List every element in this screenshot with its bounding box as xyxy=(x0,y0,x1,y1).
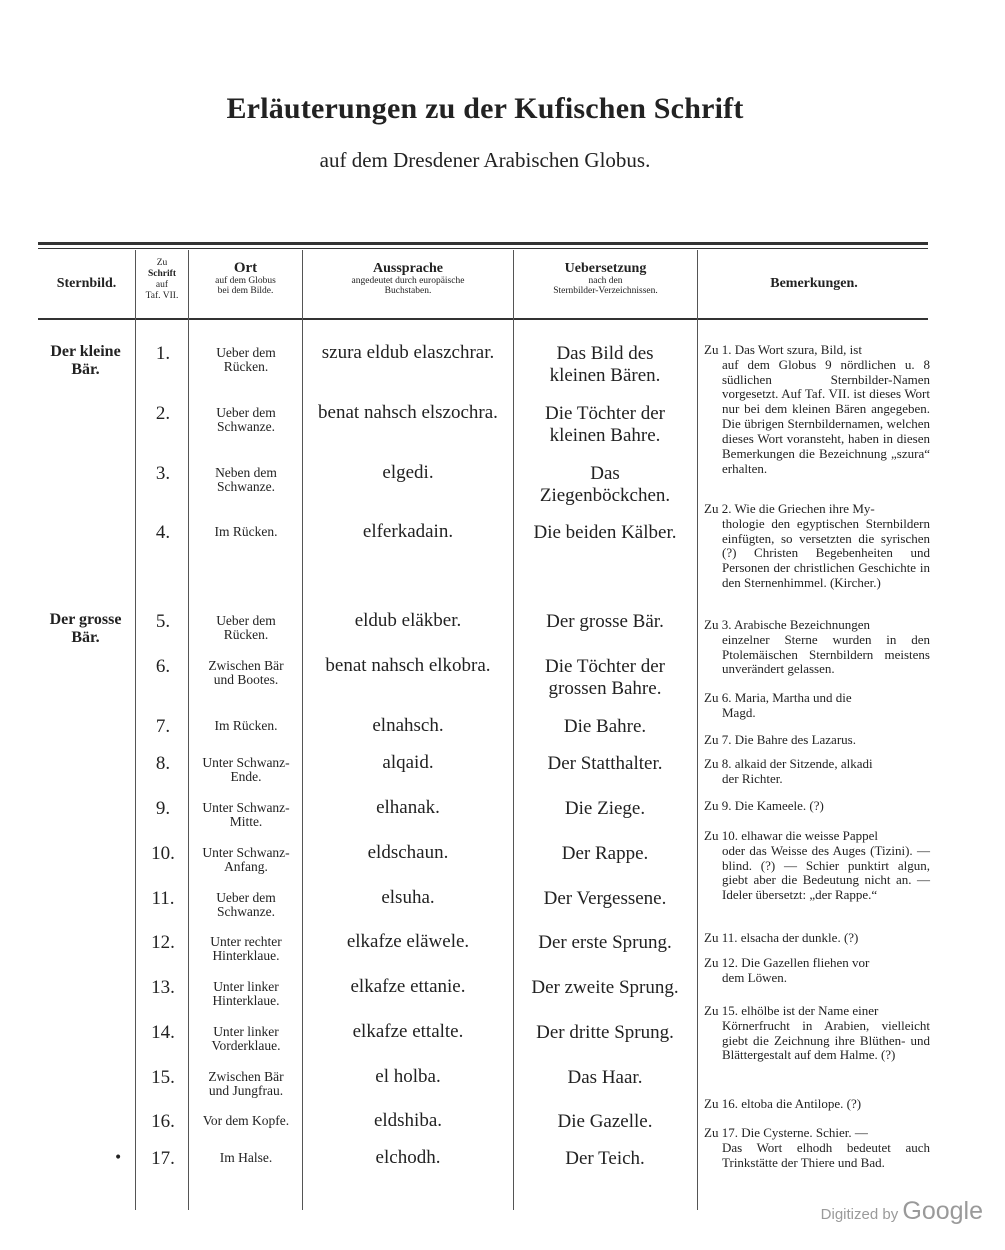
row-number: 17. xyxy=(151,1148,175,1169)
watermark-prefix: Digitized by xyxy=(820,1206,899,1223)
row-uebersetzung: Die Gazelle. xyxy=(557,1111,653,1132)
header-uebersetzung: Uebersetzung nach den Sternbilder-Verzeichnissen. xyxy=(553,261,658,296)
remark-note: Zu 8. alkaid der Sitzende, alkadi der Richter. xyxy=(704,756,873,786)
row-ort: Zwischen Bär und Bootes. xyxy=(208,658,284,688)
constellation-label: Der kleine Bär. xyxy=(50,343,121,378)
row-ort: Ueber dem Rücken. xyxy=(216,613,276,643)
header-zu-schrift: Zu Schrift auf Taf. VII. xyxy=(145,258,179,301)
row-ort: Im Halse. xyxy=(219,1150,273,1165)
row-uebersetzung: Der Vergessene. xyxy=(543,888,667,909)
remark-note: Zu 9. Die Kameele. (?) xyxy=(704,798,824,813)
remark-note: Zu 12. Die Gazellen fliehen vor dem Löwen. xyxy=(704,955,870,985)
remark-note: Zu 17. Die Cysterne. Schier. — Das Wort elhodh bedeutet auch Trinkstätte der Thiere und Bad. xyxy=(704,1125,930,1170)
row-ort: Ueber dem Rücken. xyxy=(216,345,276,375)
remark-note: Zu 15. elhölbe ist der Name einer Körnerfrucht in Arabien, vielleicht giebt die Zeichnung ihre Blüthen- und Blättergestalt auf dem Halme. (?) xyxy=(704,1003,930,1063)
row-aussprache: elchodh. xyxy=(375,1147,441,1168)
row-aussprache: elkafze ettanie. xyxy=(350,976,466,997)
header-bottom-rule xyxy=(38,318,928,320)
row-ort: Unter Schwanz- Anfang. xyxy=(202,845,290,875)
row-ort: Im Rücken. xyxy=(214,718,278,733)
table-top-rule xyxy=(38,242,928,245)
google-logo: Google xyxy=(902,1197,983,1225)
column-divider xyxy=(697,250,698,1210)
row-ort: Unter linker Hinterklaue. xyxy=(212,979,280,1009)
row-number: 1. xyxy=(155,343,171,364)
remark-note: Zu 16. eltoba die Antilope. (?) xyxy=(704,1096,862,1111)
row-aussprache: elferkadain. xyxy=(362,521,454,542)
column-divider xyxy=(135,250,136,1210)
row-ort: Im Rücken. xyxy=(214,524,278,539)
row-uebersetzung: Der dritte Sprung. xyxy=(536,1022,674,1043)
header-bemerkungen: Bemerkungen. xyxy=(770,276,858,291)
row-aussprache: eldshiba. xyxy=(373,1110,443,1131)
digitized-watermark xyxy=(821,1197,983,1226)
row-ort: Vor dem Kopfe. xyxy=(202,1113,290,1128)
row-aussprache: elgedi. xyxy=(382,462,434,483)
row-uebersetzung: Der Statthalter. xyxy=(547,753,663,774)
row-aussprache: benat nahsch elszochra. xyxy=(318,402,498,423)
header-aussprache: Aussprache angedeutet durch europäische Buchstaben. xyxy=(351,261,465,296)
row-number: 4. xyxy=(155,522,171,543)
constellation-label: Der grosse Bär. xyxy=(49,611,122,646)
row-uebersetzung: Das Bild des kleinen Bären. xyxy=(549,343,661,386)
row-aussprache: elkafze eläwele. xyxy=(346,931,470,952)
row-uebersetzung: Die beiden Kälber. xyxy=(533,522,677,543)
row-number: 9. xyxy=(155,798,171,819)
row-uebersetzung: Der erste Sprung. xyxy=(538,932,672,953)
page-title: Erläuterungen zu der Kufischen Schrift xyxy=(226,92,744,125)
remark-note: Zu 7. Die Bahre des Lazarus. xyxy=(704,732,856,747)
row-aussprache: elsuha. xyxy=(381,887,435,908)
row-aussprache: eldschaun. xyxy=(367,842,449,863)
row-ort: Neben dem Schwanze. xyxy=(215,465,277,495)
row-number: 6. xyxy=(155,656,171,677)
row-ort: Ueber dem Schwanze. xyxy=(216,890,276,920)
header-ort: Ort auf dem Globus bei dem Bilde. xyxy=(215,260,276,296)
row-number: 15. xyxy=(151,1067,175,1088)
row-aussprache: benat nahsch elkobra. xyxy=(325,655,491,676)
row-uebersetzung: Die Töchter der grossen Bahre. xyxy=(545,656,665,699)
page-subtitle: auf dem Dresdener Arabischen Globus. xyxy=(319,148,651,172)
row-number: 10. xyxy=(151,843,175,864)
row-uebersetzung: Die Bahre. xyxy=(563,716,647,737)
row-uebersetzung: Das Haar. xyxy=(567,1067,643,1088)
remark-note: Zu 6. Maria, Martha und die Magd. xyxy=(704,690,852,720)
margin-dot: • xyxy=(114,1150,123,1166)
row-uebersetzung: Das Ziegenböckchen. xyxy=(539,463,671,506)
row-number: 12. xyxy=(151,932,175,953)
row-number: 3. xyxy=(155,463,171,484)
row-uebersetzung: Die Ziege. xyxy=(564,798,646,819)
row-uebersetzung: Der zweite Sprung. xyxy=(531,977,679,998)
row-aussprache: elkafze ettalte. xyxy=(352,1021,464,1042)
row-ort: Ueber dem Schwanze. xyxy=(216,405,276,435)
row-uebersetzung: Der Teich. xyxy=(565,1148,645,1169)
row-uebersetzung: Die Töchter der kleinen Bahre. xyxy=(545,403,665,446)
row-number: 13. xyxy=(151,977,175,998)
remark-note: Zu 2. Wie die Griechen ihre My- thologie den egyptischen Sternbildern einfügten, so versetzten die syrischen (?) Christen Begebenheiten und Personen der christlichen Geschichte in den Sternenhimmel. (Kircher.) xyxy=(704,501,930,591)
row-number: 8. xyxy=(155,753,171,774)
row-aussprache: elhanak. xyxy=(376,797,440,818)
row-aussprache: alqaid. xyxy=(382,752,434,773)
remark-note: Zu 10. elhawar die weisse Pappel oder das Weisse des Auges (Tizini). — blind. (?) — Schier punktirt algun, giebt aber die Bedeutung nicht an. — Ideler übersetzt: „der Rappe.“ xyxy=(704,828,930,903)
remark-note: Zu 1. Das Wort szura, Bild, ist auf dem Globus 9 nördlichen u. 8 südlichen Sternbilder-Namen vorgesetzt. Auf Taf. VII. ist dieses Wort nur bei dem kleinen Bären angegeben. Die übrigen Sternbildernamen, welchen dieses Wort voransteht, haben in diesen Bemerkungen die Bezeichnung „szura“ erhalten. xyxy=(704,342,930,476)
row-number: 11. xyxy=(151,888,175,909)
row-number: 16. xyxy=(151,1111,175,1132)
row-ort: Unter Schwanz- Mitte. xyxy=(202,800,290,830)
row-aussprache: szura eldub elaszchrar. xyxy=(321,342,495,363)
row-ort: Unter Schwanz- Ende. xyxy=(202,755,290,785)
row-ort: Unter linker Vorderklaue. xyxy=(211,1024,281,1054)
row-uebersetzung: Der Rappe. xyxy=(561,843,649,864)
table-top-rule-thin xyxy=(38,248,928,249)
header-sternbild: Sternbild. xyxy=(56,276,117,291)
row-aussprache: elnahsch. xyxy=(372,715,444,736)
remark-note: Zu 11. elsacha der dunkle. (?) xyxy=(704,930,859,945)
row-aussprache: el holba. xyxy=(375,1066,441,1087)
row-ort: Zwischen Bär und Jungfrau. xyxy=(208,1069,284,1099)
row-number: 14. xyxy=(151,1022,175,1043)
row-number: 2. xyxy=(155,403,171,424)
row-aussprache: eldub eläkber. xyxy=(354,610,462,631)
row-ort: Unter rechter Hinterklaue. xyxy=(210,934,282,964)
column-divider xyxy=(188,250,189,1210)
remark-note: Zu 3. Arabische Bezeichnungen einzelner Sterne wurden in den Ptolemäischen Sternbildern meistens unverändert gelassen. xyxy=(704,617,930,677)
row-number: 7. xyxy=(155,716,171,737)
row-uebersetzung: Der grosse Bär. xyxy=(546,611,664,632)
row-number: 5. xyxy=(155,611,171,632)
